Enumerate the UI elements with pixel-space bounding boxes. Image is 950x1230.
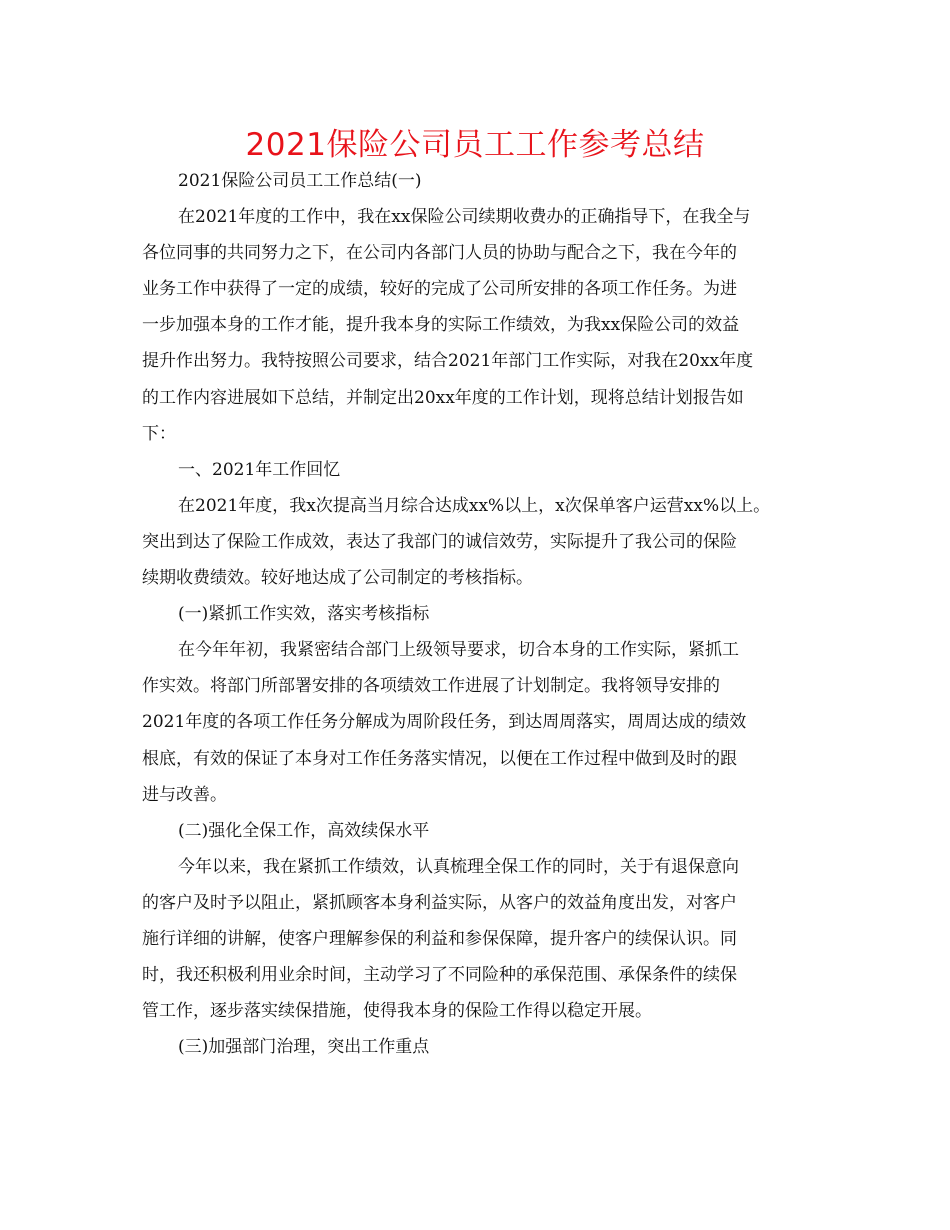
document-title: 2021保险公司员工工作参考总结 — [245, 127, 705, 163]
text-line: 进与改善。 — [142, 784, 227, 805]
text-line: (三)加强部门治理，突出工作重点 — [178, 1037, 430, 1058]
text-line: 提升作出努力。我特按照公司要求，结合2021年部门工作实际，对我在20xx年度 — [142, 351, 754, 372]
text-line: 2021保险公司员工工作总结(一) — [178, 171, 422, 191]
text-line: 在2021年度，我x次提高当月综合达成xx%以上，x次保单客户运营xx%以上。 — [178, 495, 771, 516]
text-line: 的客户及时予以阻止，紧抓顾客本身利益实际，从客户的效益角度出发，对客户 — [142, 892, 737, 913]
text-line: 各位同事的共同努力之下，在公司内各部门人员的协助与配合之下，我在今年的 — [142, 243, 737, 264]
text-line: 2021年度的各项工作任务分解成为周阶段任务，到达周周落实，周周达成的绩效 — [142, 712, 747, 733]
text-line: 根底，有效的保证了本身对工作任务落实情况，以便在工作过程中做到及时的跟 — [142, 748, 737, 769]
text-line: 一步加强本身的工作才能，提升我本身的实际工作绩效，为我xx保险公司的效益 — [142, 315, 740, 336]
text-line: 续期收费绩效。较好地达成了公司制定的考核指标。 — [142, 568, 533, 589]
text-line: 在今年年初，我紧密结合部门上级领导要求，切合本身的工作实际，紧抓工 — [178, 640, 739, 661]
text-line: 下： — [142, 423, 176, 444]
text-line: 时，我还积极利用业余时间，主动学习了不同险种的承保范围、承保条件的续保 — [142, 965, 737, 986]
text-line: 在2021年度的工作中，我在xx保险公司续期收费办的正确指导下，在我全与 — [178, 207, 751, 228]
document-body — [142, 163, 814, 1065]
text-line: 一、2021年工作回忆 — [178, 459, 341, 480]
text-line: (二)强化全保工作，高效续保水平 — [178, 820, 430, 841]
text-line: 的工作内容进展如下总结，并制定出20xx年度的工作计划，现将总结计划报告如 — [142, 387, 744, 408]
text-line: 管工作，逐步落实续保措施，使得我本身的保险工作得以稳定开展。 — [142, 1001, 652, 1022]
text-line: 业务工作中获得了一定的成绩，较好的完成了公司所安排的各项工作任务。为进 — [142, 279, 737, 300]
text-line: 作实效。将部门所部署安排的各项绩效工作进展了计划制定。我将领导安排的 — [142, 676, 720, 697]
text-line: 今年以来，我在紧抓工作绩效，认真梳理全保工作的同时，关于有退保意向 — [178, 856, 739, 877]
text-line: 突出到达了保险工作成效，表达了我部门的诚信效劳，实际提升了我公司的保险 — [142, 531, 737, 552]
text-line: 施行详细的讲解，使客户理解参保的利益和参保保障，提升客户的续保认识。同 — [142, 928, 737, 949]
text-line: (一)紧抓工作实效，落实考核指标 — [178, 604, 430, 625]
